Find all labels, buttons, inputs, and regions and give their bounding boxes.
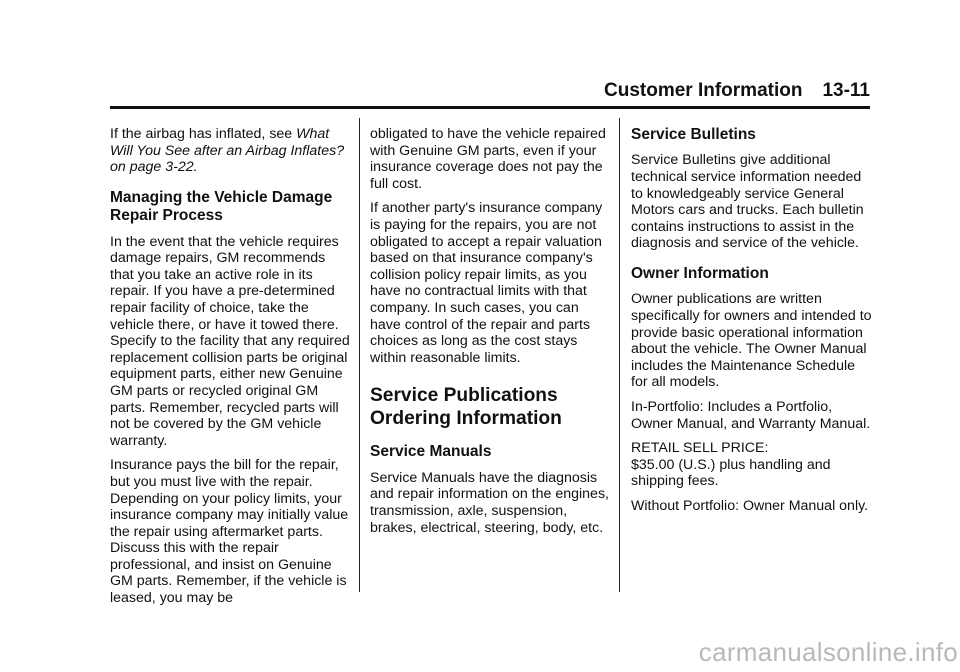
leased-vehicle-paragraph: obligated to have the vehicle repaired with Genuine GM parts, even if your insurance coverage does not pay the full cost.: [370, 126, 606, 192]
price-value: $35.00 (U.S.) plus handling and shipping fees.: [631, 456, 831, 490]
insurance-paragraph: Insurance pays the bill for the repair, but you must live with the repair. Depending on your policy limits, your insurance company may initially value the repair using aftermarket parts. Discuss this with the repair professional, and insist on Genuine GM parts. Remember, if the vehicle is leased, you may be: [110, 457, 349, 607]
column-2: [370, 126, 612, 544]
owner-publications-paragraph: Owner publications are written specifically for owners and intended to provide basic operational information about the vehicle. The Owner Manual includes the Maintenance Schedule for all models.: [631, 291, 872, 391]
other-party-paragraph: If another party's insurance company is paying for the repairs, you are not obligated to accept a repair valuation based on that insurance company's collision policy repair limits, as you have no contractual limits with that company. In such cases, you can have control of the repair and parts choices as long as the cost stays within reasonable limits.: [370, 200, 603, 366]
cross-reference-link[interactable]: What Will You See after an Airbag Inflates? on page 3-22.: [110, 126, 345, 176]
header-text: [604, 80, 870, 102]
service-manuals-heading: Service Manuals: [370, 443, 492, 461]
column-divider: [359, 118, 360, 592]
damage-repair-paragraph: In the event that the vehicle requires damage repairs, GM recommends that you take an active role in its repair. If you have a pre-determined repair facility of choice, take the vehicle there, or have it towed there. Specify to the facility that any required replacement collision parts be original equipment parts, either new Genuine GM parts or recycled original GM parts. Remember, recycled parts will not be covered by the GM vehicle warranty.: [110, 233, 350, 449]
page-number: 13-11: [822, 80, 870, 101]
service-bulletins-paragraph: Service Bulletins give additional technical service information needed to knowledgeably service General Motors cars and trucks. Each bulletin contains instructions to assist in the diagnosis and service of the vehicle.: [631, 152, 864, 252]
service-publications-heading: Service Publications Ordering Information: [370, 385, 562, 430]
price-label: RETAIL SELL PRICE:: [631, 440, 769, 457]
column-3: [631, 126, 873, 523]
column-1: [110, 126, 352, 615]
retail-price-paragraph: [631, 440, 873, 490]
watermark: carmanualsonline.info: [698, 637, 958, 667]
damage-repair-heading: Managing the Vehicle Damage Repair Process: [110, 188, 333, 225]
page-header: [110, 78, 870, 109]
column-divider: [619, 118, 620, 592]
intro-paragraph: [110, 126, 352, 176]
intro-text: If the airbag has inflated, see: [110, 126, 297, 142]
owner-information-heading: Owner Information: [631, 264, 769, 282]
in-portfolio-paragraph: In-Portfolio: Includes a Portfolio, Owner Manual, and Warranty Manual.: [631, 398, 871, 432]
service-bulletins-heading: Service Bulletins: [631, 126, 756, 143]
section-title: Customer Information: [604, 80, 803, 101]
without-portfolio-paragraph: Without Portfolio: Owner Manual only.: [631, 497, 869, 514]
service-manuals-paragraph: Service Manuals have the diagnosis and repair information on the engines, transmission, axle, suspension, brakes, electrical, steering, body, etc.: [370, 469, 609, 536]
